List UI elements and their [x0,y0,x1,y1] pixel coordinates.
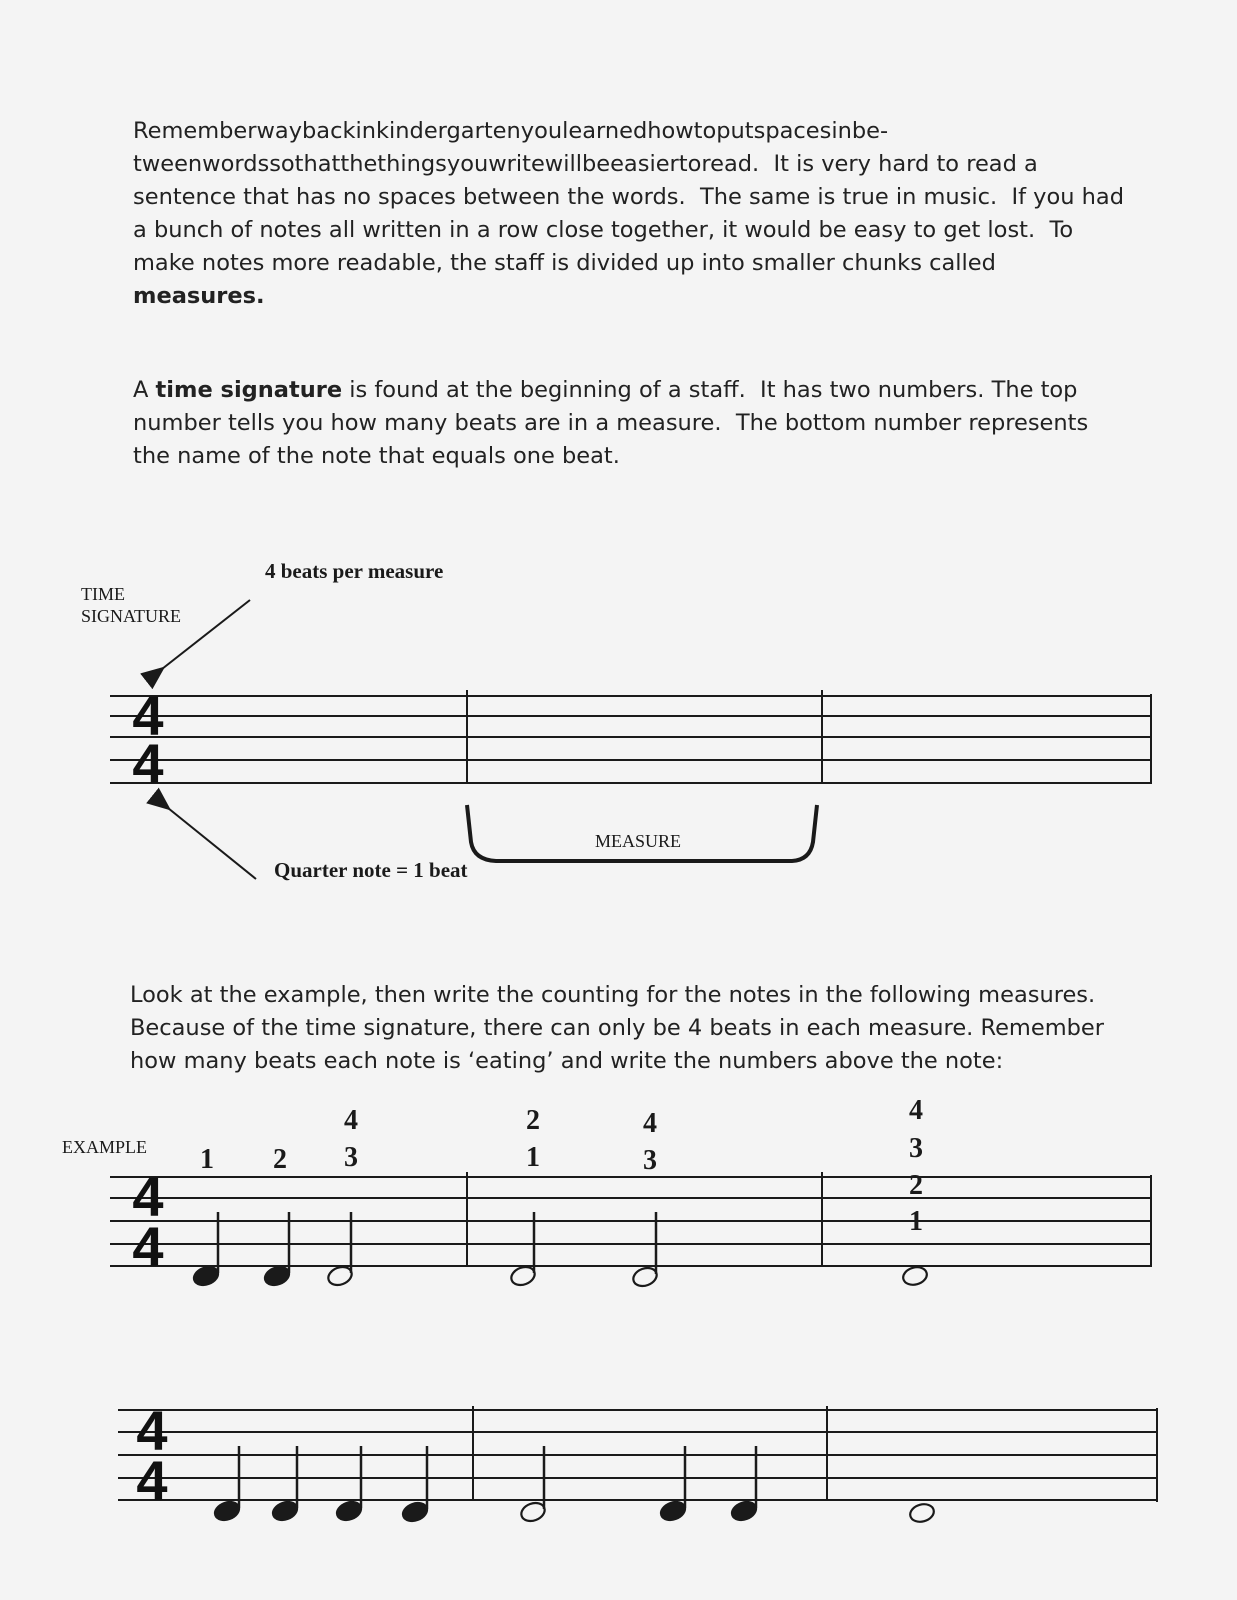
time-label: TIME [81,584,125,604]
quarter-note [212,1498,243,1524]
intro-line-1: Rememberwaybackinkindergartenyoulearnedhowtoputspacesinbe- [133,118,889,144]
time-signature-term: time signature [155,377,343,403]
exercise-staff [118,1406,1158,1502]
quarter-note [658,1498,689,1524]
quarter-note [334,1498,365,1524]
ts-explanation: is found at the beginning of a staff. It has two numbers. The top number tells you how many beats are in a measure. The bottom number represents the name of the note that equals one beat. [133,377,1096,469]
example-staff [110,1172,1152,1267]
quarter-note-beat-label: Quarter note = 1 beat [274,858,468,882]
exercise-ts-bottom: 4 [136,1449,168,1512]
count-number: 3 [643,1145,657,1176]
arrow-to-bottom-number [168,808,256,879]
intro-line-2a: tweenwordssothatthethingsyouwritewillbeeasiertoread. [133,151,760,177]
count-number: 1 [909,1206,923,1237]
count-number: 4 [344,1105,358,1136]
example-ts-top: 4 [132,1165,164,1228]
whole-note [908,1502,936,1525]
measure-label: MEASURE [595,831,682,851]
instructions-paragraph: Look at the example, then write the counting for the notes in the following measures. Because of the time signature, there can only be 4 beats in each measure. Remember how many beats each note is ‘eating’ and write the numbers above the note: [130,982,1104,1074]
quarter-note [729,1498,760,1524]
signature-label: SIGNATURE [81,606,182,626]
whole-note [901,1265,929,1288]
example-notes [191,1212,929,1289]
exercise-ts-top: 4 [136,1399,168,1462]
example-label: EXAMPLE [62,1137,147,1157]
count-number: 3 [909,1133,923,1164]
quarter-note [400,1499,431,1525]
beats-per-measure-label: 4 beats per measure [265,559,444,583]
intro-text: It is very hard to read a sentence that has no spaces between the words. The same is true in music. If you had a bunch of notes all written in a row close together, it would be easy to get lost. To make notes more readable, the staff is divided up into smaller chunks called [133,151,1132,276]
count-number: 3 [344,1142,358,1173]
diagram-ts-bottom: 4 [132,732,164,795]
example-counts [200,1095,923,1237]
ts-prefix: A [133,377,156,403]
count-number: 1 [526,1142,540,1173]
measures-term: measures. [133,283,265,309]
count-number: 1 [200,1144,214,1175]
diagram-staff [110,690,1152,784]
quarter-note [270,1498,301,1524]
measure-bracket [467,805,817,861]
arrow-to-top-number [162,600,250,669]
count-number: 4 [909,1095,923,1126]
count-number: 2 [909,1170,923,1201]
example-ts-bottom: 4 [132,1215,164,1278]
count-number: 2 [273,1144,287,1175]
count-number: 4 [643,1108,657,1139]
diagram-ts-top: 4 [132,684,164,747]
count-number: 2 [526,1105,540,1136]
